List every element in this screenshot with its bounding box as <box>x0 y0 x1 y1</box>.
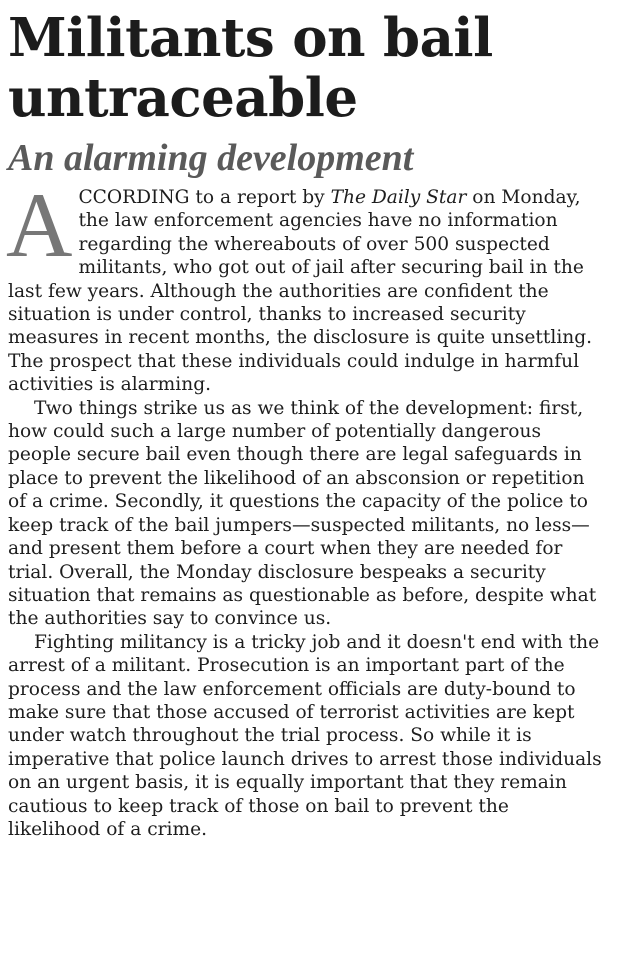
article-body <box>6 174 604 841</box>
subheadline: An alarming development <box>8 137 414 179</box>
newspaper-name: The Daily Star <box>330 187 467 208</box>
headline: Militants on bail untraceable <box>8 7 493 129</box>
paragraph-3: Fighting militancy is a tricky job and it doesn't end with the arrest of a militant. Prosecution is an important part of the process and the law enforcement officials are duty-bound to make sure that those accused of terrorist activities are kept under watch throughout the trial process. So while it is imperative that police launch drives to arrest those individuals on an urgent basis, it is equally important that they remain cautious to keep track of those on bail to prevent the likelihood of a crime. <box>8 631 602 840</box>
editorial-article <box>8 8 604 841</box>
paragraph-2: Two things strike us as we think of the development: first, how could such a large number of potentially dangerous people secure bail even though there are legal safeguards in place to prevent the likelihood of an absconsion or repetition of a crime. Secondly, it questions the capacity of the police to keep track of the bail jumpers—suspected militants, no less—and present them before a court when they are needed for trial. Overall, the Monday disclosure bespeaks a security situation that remains as questionable as before, despite what the authorities say to convince us. <box>8 397 597 630</box>
paragraph-1 <box>6 174 604 397</box>
paragraph-1-lead: CCORDING to a report by <box>78 187 331 208</box>
paragraph-1-rest: on Monday, the law enforcement agencies have no information regarding the whereabouts of over 500 suspected militants, who got out of jail after securing bail in the last few years. Although the authorities are confident the situation is under control, thanks to increased security measures in recent months, the disclosure is quite unsettling. The prospect that these individuals could indulge in harmful activities is alarming. <box>8 187 593 396</box>
drop-cap: A <box>6 174 73 276</box>
